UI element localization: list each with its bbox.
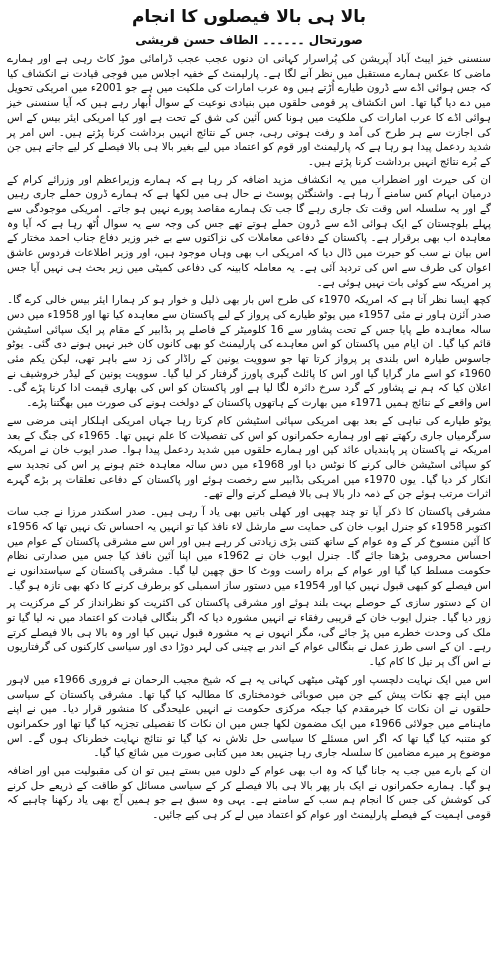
article-title: بالا ہی بالا فیصلوں کا انجام [131, 7, 367, 27]
article-paragraph: ان کے بارے میں جب یہ جانا گیا کہ وہ اب بھی عوام کے دلوں میں بستے ہیں تو ان کی مقبولیت میں اور اضافہ ہو گیا۔ ہمارے حکمرانوں نے ایک بار پھر بالا ہی بالا فیصلے کر کے سیاسی مسائل کو طاقت کے ذریعے حل کرنے کی کوشش کی جس کا انجام ہم سب کے سامنے ہے۔ یہی وہ سبق ہے جو ہمیں آج بھی یاد رکھنا چاہیے کہ قومی اہمیت کے فیصلے پارلیمنٹ اور عوام کو اعتماد میں لے کر ہی کیے جائیں۔ [7, 765, 491, 822]
article-byline: صورتحال ۔۔۔۔۔۔ الطاف حسن قریشی [135, 33, 363, 47]
article-paragraph: اس میں ایک نہایت دلچسپ اور کھٹی میٹھی کہانی یہ ہے کہ شیخ مجیب الرحمان نے فروری 1966ء میں لاہور میں اپنے چھ نکات پیش کیے جن میں صوبائی خودمختاری کا مطالبہ کیا گیا تھا۔ مشرقی پاکستان کے سیاسی حلقوں نے ان نکات کا خیرمقدم کیا جبکہ مرکزی حکومت نے انہیں علیحدگی کا منشور قرار دیا۔ میں نے اپنے ماہنامے میں جولائی 1966ء میں ایک مضمون لکھا جس میں ان نکات کا تفصیلی تجزیہ کیا گیا تھا اور حکمرانوں کو متنبہ کیا گیا تھا کہ اگر اس مسئلے کا سیاسی حل تلاش نہ کیا گیا تو نتائج نہایت خطرناک ہوں گے۔ اس موضوع پر میرے مضامین کا سلسلہ جاری رہا جنہیں بعد میں کتابی صورت میں شائع کیا گیا۔ [7, 673, 491, 760]
article-paragraph: ان کے دستور سازی کے حوصلے بہت بلند ہوئے اور مشرقی پاکستان کی اکثریت کو نظرانداز کر کے مرکزیت پر زور دیا گیا۔ جنرل ایوب خان کے قریبی رفقاء نے انہیں مشورہ دیا کہ اگر بنگالی قیادت کو اعتماد میں نہ لیا گیا تو ملک کی وحدت خطرے میں پڑ جائے گی، مگر انہوں نے یہ مشورہ قبول نہیں کیا اور وہ بالا ہی بالا فیصلے کرتے رہے۔ ان کے اسی طرز عمل نے بنگالی عوام کے اندر بے چینی کی لہر دوڑا دی اور سیاسی کارکنوں کی گرفتاریوں نے اس آگ پر تیل کا کام کیا۔ [7, 597, 491, 669]
article-paragraph: ان کی حیرت اور اضطراب میں یہ انکشاف مزید اضافہ کر رہا ہے کہ ہمارے وزیراعظم اور وزرائے کرام کے درمیان ابہام کس سامنے آ رہا ہے۔ واشنگٹن پوسٹ نے حال ہی میں لکھا ہے کہ ہمارے ڈرون حملے جاری رہیں گے اور یہ سلسلہ اس وقت تک جاری رہے گا جب تک ہمارے مقاصد پورے نہیں ہو جاتے۔ امریکی موجودگی سے پہلے بلوچستان کے ایک ہوائی اڈے سے ڈرون حملے ہوتے تھے جس کی وجہ سے یہ سوال اُٹھ رہا ہے کہ آیا وہ معاہدہ اب بھی برقرار ہے۔ پاکستان کے دفاعی معاملات کی نزاکتوں سے بے خبر وزیر دفاع جناب احمد مختار کے اس بیان نے سب کو حیرت میں ڈال دیا کہ امریکی اب بھی وہاں موجود ہیں، اور وزیر اطلاعات فردوس عاشق اعوان کی طرف سے اس کی تردید آئی ہے۔ یہ معاملہ کابینہ کی دفاعی کمیٹی میں زیر بحث ہی نہیں آیا جس پر امریکہ سے کوئی بات نہیں ہوئی ہے۔ [7, 173, 491, 289]
article-paragraph: کچھ ایسا نظر آتا ہے کہ امریکہ 1970ء کی طرح اس بار بھی ذلیل و خوار ہو کر ہمارا ایئر بیس خالی کرے گا۔ صدر آئزن ہاور نے مئی 1957ء میں یوٹو طیارے کی پرواز کے لیے پاکستان سے معاہدہ کیا تھا اور 1958ء میں دس سالہ معاہدہ طے پایا جس کے تحت پشاور سے 16 کلومیٹر کے فاصلے پر بڈابیر کے مقام پر ایک سپائی اسٹیشن قائم کیا گیا۔ ان ایام میں پاکستان کو اس معاہدے کی پارلیمنٹ کو بھی کانوں کان خبر نہیں ہونے دی گئی۔ یوٹو جاسوس طیارہ اس بلندی پر پرواز کرتا تھا جو سوویت یونین کے راڈار کی زد سے باہر تھی، لیکن یکم مئی 1960ء کو اسے مار گرایا گیا اور اس کا پائلٹ گیری پاورز گرفتار کر لیا گیا۔ سوویت یونین کے لیڈر خروشیف نے اعلان کیا کہ ہم نے پشاور کے گرد سرخ دائرہ لگا لیا ہے اور پاکستان کو اس کی بھاری قیمت ادا کرنا پڑے گی۔ اس واقعے کے نتائج ہمیں 1971ء میں بھارت کے ہاتھوں پاکستان کے دولخت ہونے کی صورت میں بھگتنا پڑے۔ [7, 294, 491, 410]
article-body [7, 52, 491, 823]
article-paragraph: یوٹو طیارے کی تباہی کے بعد بھی امریکی سپائی اسٹیشن کام کرتا رہا جہاں امریکی اہلکار اپنی مرضی سے سرگرمیاں جاری رکھتے تھے اور ہمارے حکمرانوں کو اس کی تفصیلات کا علم نہیں تھا۔ 1965ء کی جنگ کے بعد امریکہ نے پاکستان پر پابندیاں عائد کیں اور ہمارے حلقوں میں شدید ردعمل پیدا ہوا۔ صدر ایوب خان نے امریکہ کو سپائی اسٹیشن خالی کرنے کا نوٹس دیا اور 1968ء میں دس سالہ معاہدہ ختم ہونے پر اس کی تجدید سے انکار کر دیا گیا۔ یوں 1970ء میں امریکی بڈابیر سے رخصت ہوئے اور پاکستان کے دفاعی تعلقات پر بڑے گہرے اثرات مرتب ہوئے جن کے ذمہ دار بالا ہی بالا فیصلے کرنے والے تھے۔ [7, 414, 491, 501]
article-paragraph: مشرقی پاکستان کا ذکر آیا تو چند چھپی اور کھلی باتیں بھی یاد آ رہی ہیں۔ صدر اسکندر مرزا نے جب سات اکتوبر 1958ء کو جنرل ایوب خان کی حمایت سے مارشل لاء نافذ کیا تو انہیں یہ احساس تک نہیں تھا کہ 1956ء کا آئین منسوخ کر کے وہ عوام کے ساتھ کتنی بڑی زیادتی کر رہے ہیں اور اس سے مشرقی پاکستان کے عوام میں احساس محرومی بڑھتا جائے گا۔ جنرل ایوب خان نے 1962ء میں اپنا آئین نافذ کیا جس میں صدارتی نظام حکومت مسلط کیا گیا اور عوام کے براہ راست ووٹ کا حق چھین لیا گیا۔ مشرقی پاکستان کے سیاستدانوں نے اس فیصلے کو کبھی قبول نہیں کیا اور 1954ء میں دستور ساز اسمبلی کو برطرف کرنے کا دکھ بھی تازہ ہو گیا۔ [7, 506, 492, 592]
article-paragraph: سنسنی خیز ایبٹ آباد آپریشن کی پُراسرار کہانی ان دنوں عجب عجب ڈرامائی موڑ کاٹ رہی ہے اور ہمارے ماضی کا عکس ہمارے مستقبل میں نظر آنے لگا ہے۔ پارلیمنٹ کے خفیہ اجلاس میں فوجی قیادت نے انکشاف کیا کہ جس ہوائی اڈے سے ڈرون طیارے اُڑتے ہیں وہ عرب امارات کی ملکیت میں ہے جو 2001ء میں امریکی تحویل میں دے دیا گیا تھا۔ اس انکشاف پر قومی حلقوں میں بنیادی نوعیت کے سوال اُبھار رہے ہیں کہ آیا سنسنی خیز ہوائی اڈے کا عرب امارات کی ملکیت میں ہونا کس آئین کی شق کے تحت ہے اور کیا امریکی ایئر بیس کے اس کی اجازت سے ہر طرح کی آمد و رفت ہوتی رہی، جس کے نتائج انہیں برداشت کرنا پڑتے ہیں۔ اس امر پر شدید ردعمل پیدا ہو رہا ہے کہ پارلیمنٹ اور قوم کو اعتماد میں لیے بغیر بالا ہی بالا فیصلے کر لیے جاتے ہیں جن کے بُرے نتائج انہیں برداشت کرنا پڑتے ہیں۔ [7, 53, 491, 168]
